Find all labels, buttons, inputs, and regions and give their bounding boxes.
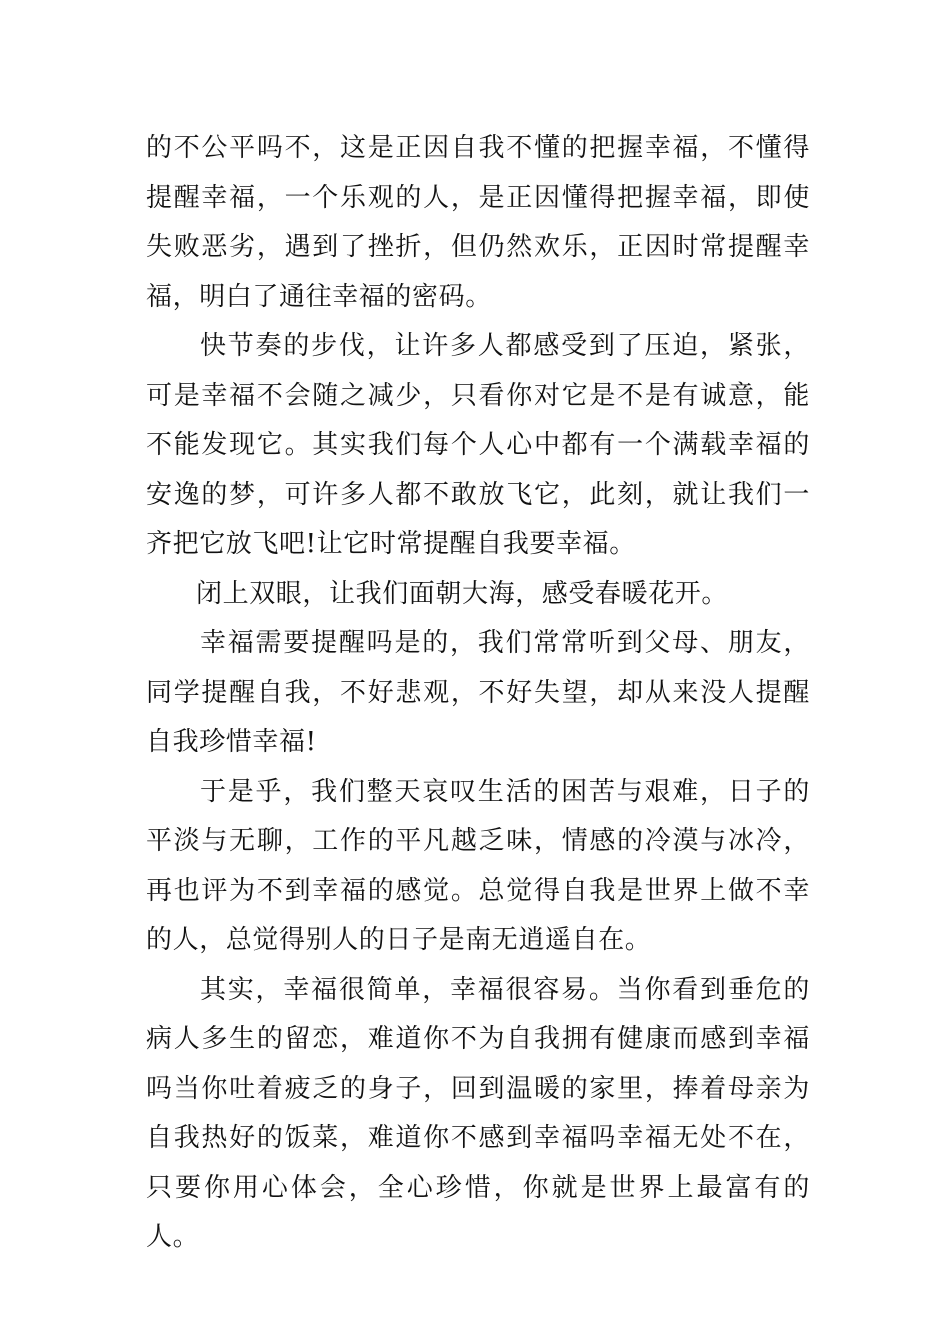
paragraph: 幸福需要提醒吗是的，我们常常听到父母、朋友，同学提醒自我，不好悲观，不好失望，却从来没人提醒自我珍惜幸福!	[146, 628, 810, 757]
paragraph: 闭上双眼，让我们面朝大海，感受春暖花开。	[196, 578, 729, 609]
paragraph: 于是乎，我们整天哀叹生活的困苦与艰难，日子的平淡与无聊，工作的平凡越乏味，情感的冷漠与冰冷，再也评为不到幸福的感觉。总觉得自我是世界上做不幸的人，总觉得别人的日子是南无逍遥自在。	[146, 776, 810, 955]
paragraph: 其实，幸福很简单，幸福很容易。当你看到垂危的病人多生的留恋，难道你不为自我拥有健康而感到幸福吗当你吐着疲乏的身子，回到温暖的家里，捧着母亲为自我热好的饭菜，难道你不感到幸福吗幸福无处不在，只要你用心体会，全心珍惜，你就是世界上最富有的人。	[146, 974, 810, 1252]
paragraph-continuation: 的不公平吗不，这是正因自我不懂的把握幸福，不懂得提醒幸福，一个乐观的人，是正因懂得把握幸福，即使失败恶劣，遇到了挫折，但仍然欢乐，正因时常提醒幸福，明白了通往幸福的密码。	[146, 133, 810, 312]
document-body	[146, 124, 810, 1263]
paragraph: 快节奏的步伐，让许多人都感受到了压迫，紧张，可是幸福不会随之减少，只看你对它是不是有诚意，能不能发现它。其实我们每个人心中都有一个满载幸福的安逸的梦，可许多人都不敢放飞它，此刻，就让我们一齐把它放飞吧!让它时常提醒自我要幸福。	[146, 331, 810, 559]
